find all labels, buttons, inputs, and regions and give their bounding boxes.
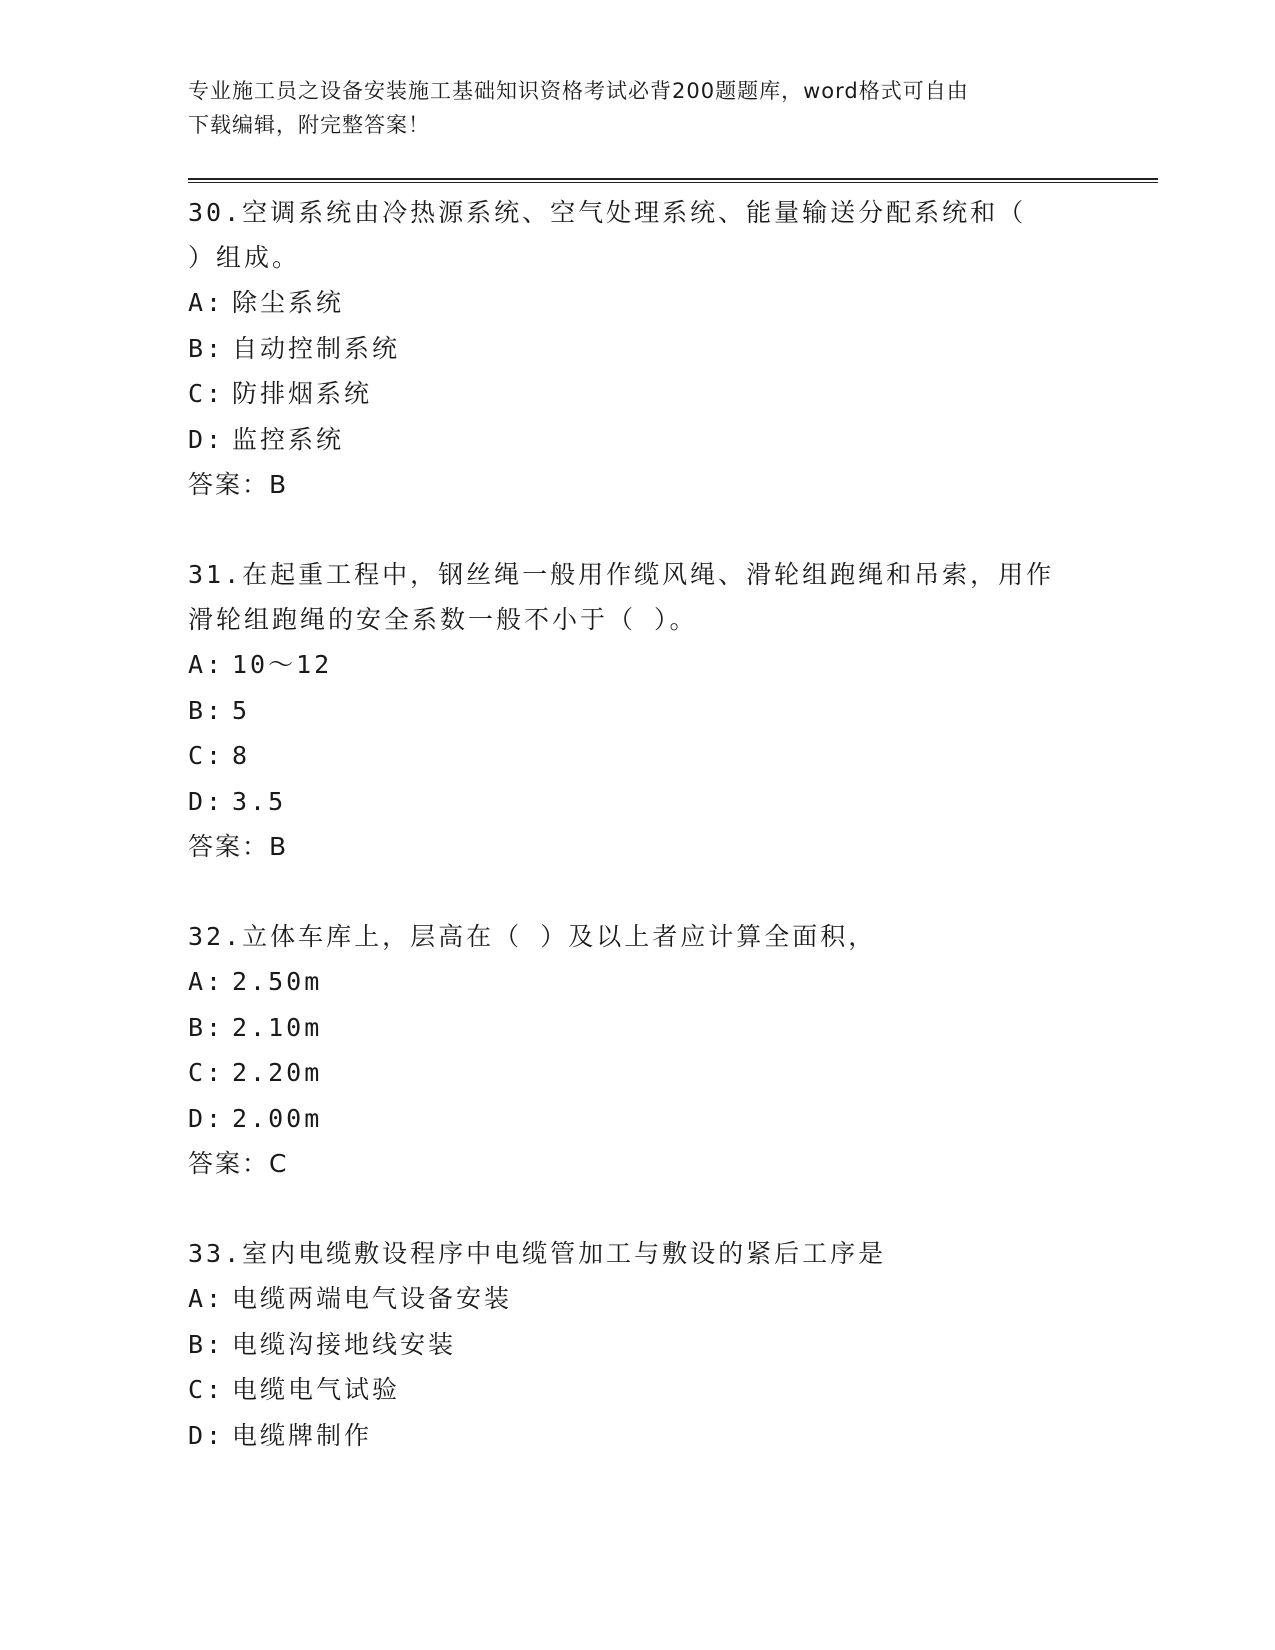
header-line-2: 下载编辑，附完整答案！ bbox=[188, 113, 430, 137]
option-text: 防排烟系统 bbox=[232, 379, 373, 408]
question-text-line: 滑轮组跑绳的安全系数一般不小于（ ）。 bbox=[188, 605, 698, 634]
option-c bbox=[188, 1367, 1128, 1413]
option-text: 3.5 bbox=[232, 786, 287, 816]
option-text: 自动控制系统 bbox=[232, 333, 401, 363]
header-divider bbox=[188, 178, 1158, 183]
question-30 bbox=[188, 190, 1128, 507]
option-a bbox=[188, 280, 1128, 326]
question-text-line: 30.空调系统由冷热源系统、空气处理系统、能量输送分配系统和（ bbox=[188, 198, 1027, 227]
answer-label: 答案：C bbox=[188, 1149, 289, 1178]
option-text: 2.50m bbox=[232, 967, 323, 996]
answer-label: 答案：B bbox=[188, 832, 289, 861]
option-d bbox=[188, 1413, 1128, 1459]
question-text bbox=[188, 190, 1128, 280]
option-d bbox=[188, 779, 1128, 825]
option-letter: D: bbox=[188, 1103, 225, 1133]
header-line-1: 专业施工员之设备安装施工基础知识资格考试必背200题题库，word格式可自由 bbox=[188, 79, 969, 103]
option-b bbox=[188, 1005, 1128, 1051]
option-letter: B: bbox=[188, 695, 225, 725]
question-text-line: 31.在起重工程中，钢丝绳一般用作缆风绳、滑轮组跑绳和吊索，用作 bbox=[188, 560, 1055, 589]
option-text: 5 bbox=[232, 695, 251, 725]
option-d bbox=[188, 417, 1128, 463]
option-letter: B: bbox=[188, 1012, 225, 1042]
option-text: 2.20m bbox=[232, 1058, 323, 1087]
question-text bbox=[188, 1231, 1128, 1276]
question-text bbox=[188, 914, 1128, 959]
option-c bbox=[188, 1050, 1128, 1096]
option-c bbox=[188, 733, 1128, 779]
option-text: 8 bbox=[232, 741, 251, 770]
option-c bbox=[188, 371, 1128, 417]
question-text-line: ）组成。 bbox=[188, 243, 301, 272]
option-text: 电缆沟接地线安装 bbox=[232, 1329, 457, 1359]
option-letter: B: bbox=[188, 333, 225, 363]
option-letter: A: bbox=[188, 1284, 225, 1313]
question-32 bbox=[188, 914, 1128, 1186]
option-text: 电缆电气试验 bbox=[232, 1375, 401, 1404]
question-33 bbox=[188, 1231, 1128, 1458]
option-text: 除尘系统 bbox=[232, 288, 345, 317]
option-letter: D: bbox=[188, 1420, 225, 1450]
answer-label: 答案：B bbox=[188, 470, 289, 499]
option-b bbox=[188, 688, 1128, 734]
option-a bbox=[188, 959, 1128, 1005]
question-text-line: 33.室内电缆敷设程序中电缆管加工与敷设的紧后工序是 bbox=[188, 1239, 887, 1268]
question-list bbox=[188, 190, 1128, 1503]
option-a bbox=[188, 1276, 1128, 1322]
option-letter: A: bbox=[188, 288, 225, 317]
option-text: 2.00m bbox=[232, 1103, 323, 1133]
question-text-line: 32.立体车库上，层高在（ ）及以上者应计算全面积， bbox=[188, 922, 877, 951]
option-d bbox=[188, 1096, 1128, 1142]
option-b bbox=[188, 1322, 1128, 1368]
option-b bbox=[188, 326, 1128, 372]
option-letter: C: bbox=[188, 741, 225, 770]
question-text bbox=[188, 552, 1128, 642]
document-header bbox=[188, 74, 1088, 142]
option-letter: A: bbox=[188, 650, 225, 679]
option-letter: D: bbox=[188, 786, 225, 816]
option-letter: C: bbox=[188, 1058, 225, 1087]
option-text: 2.10m bbox=[232, 1012, 323, 1042]
option-text: 电缆两端电气设备安装 bbox=[232, 1284, 513, 1313]
option-letter: C: bbox=[188, 1375, 225, 1404]
option-letter: A: bbox=[188, 967, 225, 996]
option-text: 10～12 bbox=[232, 650, 333, 679]
option-text: 监控系统 bbox=[232, 424, 345, 454]
option-text: 电缆牌制作 bbox=[232, 1420, 373, 1450]
question-31 bbox=[188, 552, 1128, 869]
option-letter: C: bbox=[188, 379, 225, 408]
option-letter: B: bbox=[188, 1329, 225, 1359]
option-a bbox=[188, 642, 1128, 688]
option-letter: D: bbox=[188, 424, 225, 454]
